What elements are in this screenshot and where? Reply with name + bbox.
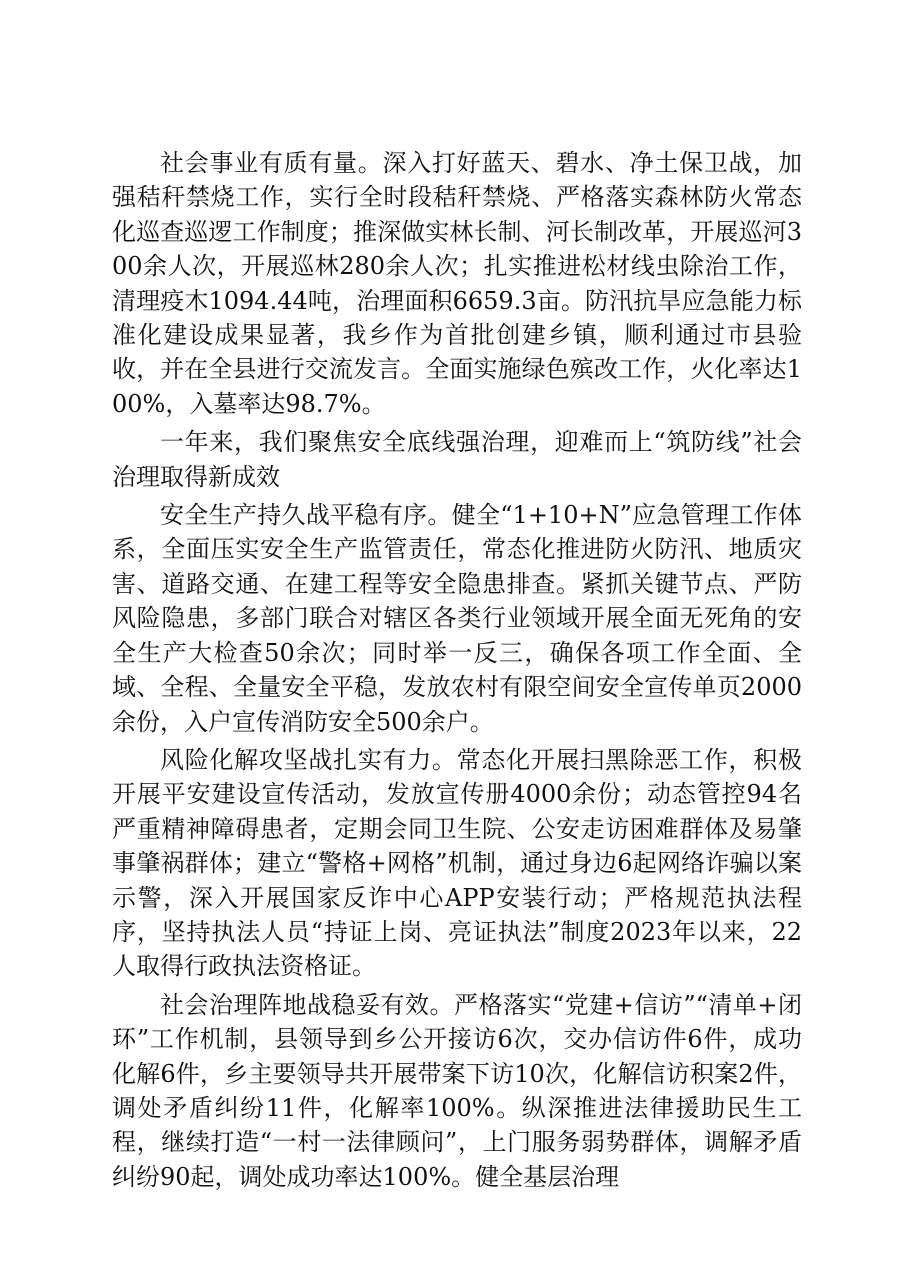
paragraph-section-heading: 一年来，我们聚焦安全底线强治理，迎难而上“筑防线”社会治理取得新成效: [112, 428, 802, 491]
document-body: [112, 146, 802, 1198]
paragraph-risk-resolution: 风险化解攻坚战扎实有力。常态化开展扫黑除恶工作，积极开展平安建设宣传活动，发放宣传册4000余份；动态管控94名严重精神障碍患者，定期会同卫生院、公安走访困难群体及易肇事肇祸群体；建立“警格+网格”机制，通过身边6起网络诈骗以案示警，深入开展国家反诈中心APP安装行动；严格规范执法程序，坚持执法人员“持证上岗、亮证执法”制度2023年以来，22人取得行政执法资格证。: [112, 745, 802, 981]
paragraph-production-safety: 安全生产持久战平稳有序。健全“1+10+N”应急管理工作体系，全面压实安全生产监管责任，常态化推进防火防汛、地质灾害、道路交通、在建工程等安全隐患排查。紧抓关键节点、严防风险隐患，多部门联合对辖区各类行业领域开展全面无死角的安全生产大检查50余次；同时举一反三，确保各项工作全面、全域、全程、全量安全平稳，发放农村有限空间安全宣传单页2000余份，入户宣传消防安全500余户。: [112, 501, 802, 736]
paragraph-social-governance: 社会治理阵地战稳妥有效。严格落实“党建+信访”“清单+闭环”工作机制，县领导到乡公开接访6次，交办信访件6件，成功化解6件，乡主要领导共开展带案下访10次，化解信访积案2件，调处矛盾纠纷11件，化解率100%。纵深推进法律援助民生工程，继续打造“一村一法律顾问”，上门服务弱势群体，调解矛盾纠纷90起，调处成功率达100%。健全基层治理: [112, 990, 802, 1191]
paragraph-social-affairs: 社会事业有质有量。深入打好蓝天、碧水、净土保卫战，加强秸秆禁烧工作，实行全时段秸秆禁烧、严格落实森林防火常态化巡查巡逻工作制度；推深做实林长制、河长制改革，开展巡河300余人次，开展巡林280余人次；扎实推进松材线虫除治工作，清理疫木1094.44吨，治理面积6659.3亩。防汛抗旱应急能力标准化建设成果显著，我乡作为首批创建乡镇，顺利通过市县验收，并在全县进行交流发言。全面实施绿色殡改工作，火化率达100%，入墓率达98.7%。: [112, 149, 802, 418]
